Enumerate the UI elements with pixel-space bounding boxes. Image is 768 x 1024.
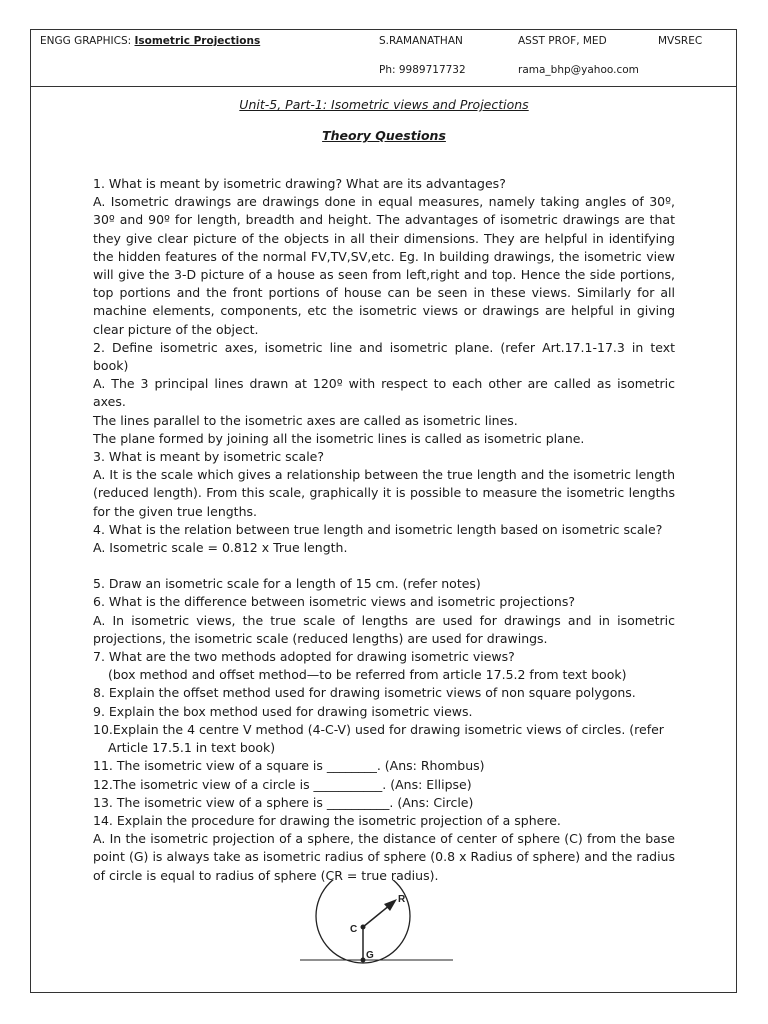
header-institution: MVSREC xyxy=(658,35,703,47)
blank-line xyxy=(93,557,675,575)
paragraph: The plane formed by joining all the isometric lines is called as isometric plane. xyxy=(93,430,585,446)
header-course-topic: Isometric Projections xyxy=(134,35,261,47)
paragraph: 4. What is the relation between true length and isometric length based on isometric scale? xyxy=(93,521,663,537)
header-author: S.RAMANATHAN xyxy=(379,35,463,47)
header-divider xyxy=(30,86,737,87)
paragraph: 7. What are the two methods adopted for drawing isometric views? xyxy=(93,649,515,665)
header-designation: ASST PROF, MED xyxy=(518,35,607,47)
paragraph: A. The 3 principal lines drawn at 120º with respect to each other are called as isometric axes. xyxy=(93,376,675,410)
paragraph: The lines parallel to the isometric axes are called as isometric lines. xyxy=(93,412,518,428)
paragraph: A. Isometric scale = 0.812 x True length. xyxy=(93,540,348,556)
paragraph: Article 17.5.1 in text book) xyxy=(108,740,276,756)
header-course: ENGG GRAPHICS: Isometric Projections xyxy=(40,35,261,47)
paragraph: 10.Explain the 4 centre V method (4-C-V) used for drawing isometric views of circles. (refer xyxy=(93,721,664,737)
paragraph: A. It is the scale which gives a relationship between the true length and the isometric length (reduced length). From this scale, graphically it is possible to measure the isometric lengths for the given true lengths. xyxy=(93,467,675,519)
header-email: rama_bhp@yahoo.com xyxy=(518,64,639,76)
document-body xyxy=(93,175,675,885)
paragraph: 6. What is the difference between isometric views and isometric projections? xyxy=(93,594,575,610)
paragraph: (box method and offset method—to be referred from article 17.5.2 from text book) xyxy=(108,667,627,683)
paragraph: 5. Draw an isometric scale for a length of 15 cm. (refer notes) xyxy=(93,576,481,592)
label-g: G xyxy=(366,950,374,961)
paragraph: A. In isometric views, the true scale of lengths are used for drawings and in isometric projections, the isometric scale (reduced lengths) are used for drawings. xyxy=(93,612,675,646)
page-title: Unit-5, Part-1: Isometric views and Projections xyxy=(239,97,529,112)
cr-radius-line xyxy=(363,905,390,927)
paragraph: A. Isometric drawings are drawings done in equal measures, namely taking angles of 30º, 30º and 90º for length, breadth and height. The advantages of isometric drawings are that they give clear picture of the objects in all their dimensions. They are helpful in identifying the hidden features of the normal FV,TV,SV,etc. Eg. In building drawings, the isometric view will give the 3-D picture of a house as seen from left,right and top. Hence the side portions, top portions and the front portions of house can be seen in these views. Similarly for all machine elements, components, etc the isometric views or drawings are helpful in giving clear picture of the object. xyxy=(93,194,675,337)
paragraph: A. In the isometric projection of a sphere, the distance of center of sphere (C) from the base point (G) is always take as isometric radius of sphere (0.8 x Radius of sphere) and the radius of circle is equal to radius of sphere (CR = true radius). xyxy=(93,831,675,883)
paragraph: 12.The isometric view of a circle is ___________. (Ans: Ellipse) xyxy=(93,776,472,792)
label-r: R xyxy=(398,894,406,905)
paragraph: 1. What is meant by isometric drawing? What are its advantages? xyxy=(93,176,506,191)
base-point-g xyxy=(361,958,366,963)
label-c: C xyxy=(350,924,358,935)
paragraph: 13. The isometric view of a sphere is __________. (Ans: Circle) xyxy=(93,794,474,810)
paragraph: 11. The isometric view of a square is ________. (Ans: Rhombus) xyxy=(93,758,485,774)
paragraph: 3. What is meant by isometric scale? xyxy=(93,449,325,465)
center-point-c xyxy=(361,925,366,930)
header-phone: Ph: 9989717732 xyxy=(379,64,466,76)
paragraph: 14. Explain the procedure for drawing the isometric projection of a sphere. xyxy=(93,812,561,828)
paragraph: 9. Explain the box method used for drawing isometric views. xyxy=(93,703,473,719)
paragraph: 8. Explain the offset method used for drawing isometric views of non square polygons. xyxy=(93,685,636,701)
paragraph: 2. Define isometric axes, isometric line and isometric plane. (refer Art.17.1-17.3 in text book) xyxy=(93,339,675,374)
section-subtitle: Theory Questions xyxy=(322,128,446,143)
sphere-projection-figure xyxy=(298,880,468,970)
